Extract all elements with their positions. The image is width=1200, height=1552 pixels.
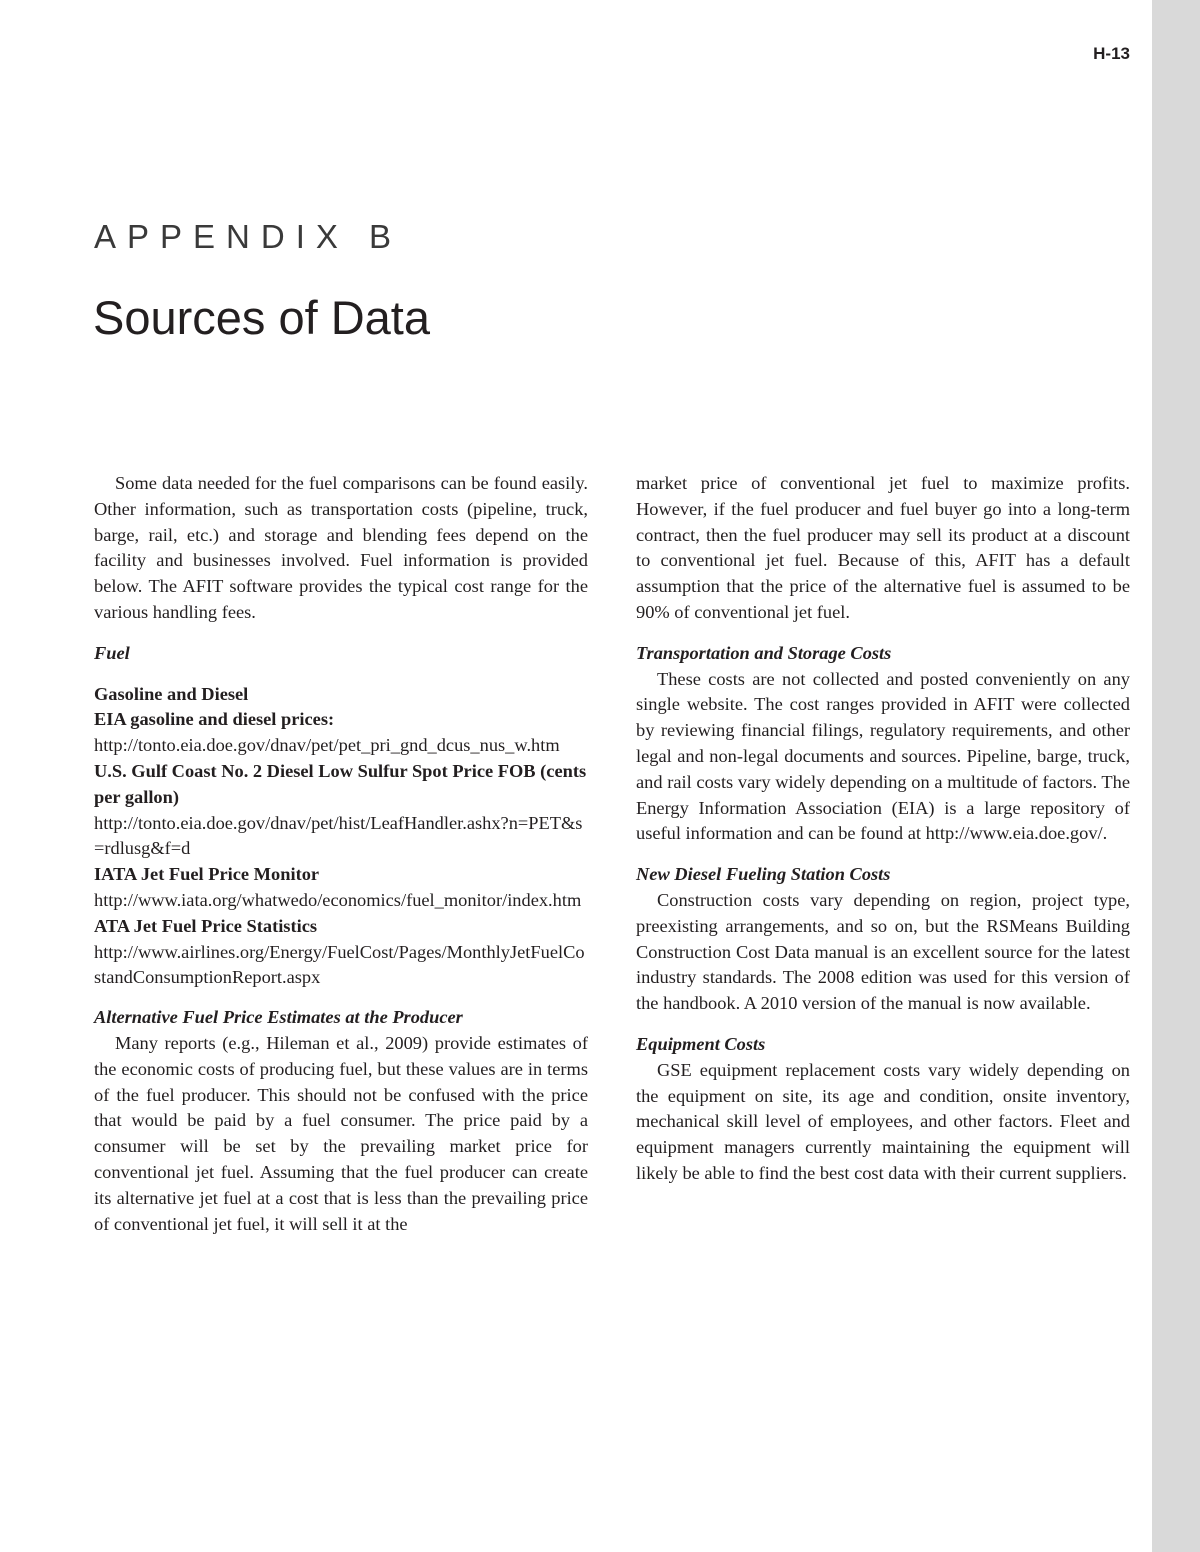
alt-fuel-heading: Alternative Fuel Price Estimates at the Producer bbox=[94, 1007, 463, 1028]
left-column bbox=[94, 471, 588, 1237]
ata-link[interactable]: http://www.airlines.org/Energy/FuelCost/Pages/MonthlyJetFuelCostandConsumptionReport.aspx bbox=[94, 941, 585, 988]
diesel-station-paragraph: Construction costs vary depending on region, project type, preexisting arrangements, and so on, but the RSMeans Building Construction Cost Data manual is an excellent source for the latest industry standards. The 2008 edition was used for this version of the handbook. A 2010 version of the manual is now available. bbox=[636, 889, 1130, 1014]
gulf-coast-link[interactable]: http://tonto.eia.doe.gov/dnav/pet/hist/LeafHandler.ashx?n=PET&s=rdlusg&f=d bbox=[94, 812, 583, 859]
intro-paragraph: Some data needed for the fuel comparisons can be found easily. Other information, such as transportation costs (pipeline, truck, barge, rail, etc.) and storage and blending fees depend on the facility and businesses involved. Fuel information is provided below. The AFIT software provides the typical cost range for the various handling fees. bbox=[94, 473, 588, 622]
iata-heading: IATA Jet Fuel Price Monitor bbox=[94, 864, 320, 885]
right-column bbox=[636, 471, 1130, 1187]
equipment-heading: Equipment Costs bbox=[636, 1033, 766, 1054]
fuel-heading: Fuel bbox=[94, 642, 130, 663]
ata-heading: ATA Jet Fuel Price Statistics bbox=[94, 915, 318, 936]
eia-prices-link[interactable]: http://tonto.eia.doe.gov/dnav/pet/pet_pri_gnd_dcus_nus_w.htm bbox=[94, 735, 560, 756]
gasoline-diesel-heading: Gasoline and Diesel bbox=[94, 683, 249, 704]
page-edge-band bbox=[1152, 0, 1200, 1552]
diesel-station-heading: New Diesel Fueling Station Costs bbox=[636, 864, 891, 885]
page-title: Sources of Data bbox=[93, 291, 431, 344]
gulf-coast-heading: U.S. Gulf Coast No. 2 Diesel Low Sulfur Spot Price FOB (cents per gallon) bbox=[94, 760, 587, 807]
equipment-paragraph: GSE equipment replacement costs vary widely depending on the equipment on site, its age and condition, onsite inventory, mechanical skill level of employees, and other factors. Fleet and equipment managers currently maintaining the equipment will likely be able to find the best cost data with their current suppliers. bbox=[636, 1059, 1130, 1183]
page-number: H-13 bbox=[1093, 44, 1130, 63]
iata-link[interactable]: http://www.iata.org/whatwedo/economics/fuel_monitor/index.htm bbox=[94, 889, 582, 910]
alt-fuel-paragraph: Many reports (e.g., Hileman et al., 2009) provide estimates of the economic costs of producing fuel, but these values are in terms of the fuel producer. This should not be confused with the price that would be paid by a fuel consumer. The price paid by a consumer will be set by the prevailing market price for conventional jet fuel. Assuming that the fuel producer can create its alternative jet fuel at a cost that is less than the prevailing price of conventional jet fuel, it will sell it at the bbox=[94, 1032, 588, 1234]
appendix-label: APPENDIX B bbox=[94, 218, 403, 255]
transport-heading: Transportation and Storage Costs bbox=[636, 642, 892, 663]
continued-paragraph: market price of conventional jet fuel to maximize profits. However, if the fuel producer and fuel buyer go into a long-term contract, then the fuel producer may sell its product at a discount to conventional jet fuel. Because of this, AFIT has a default assumption that the price of the alternative fuel is assumed to be 90% of conventional jet fuel. bbox=[636, 473, 1130, 622]
transport-paragraph: These costs are not collected and posted conveniently on any single website. The cost ranges provided in AFIT were collected by reviewing financial filings, regulatory requirements, and other legal and non-legal documents and sources. Pipeline, barge, truck, and rail costs vary widely depending on a multitude of factors. The Energy Information Association (EIA) is a large repository of useful information and can be found at http://www.eia.doe.gov/. bbox=[636, 668, 1130, 844]
eia-prices-heading: EIA gasoline and diesel prices: bbox=[94, 709, 335, 730]
